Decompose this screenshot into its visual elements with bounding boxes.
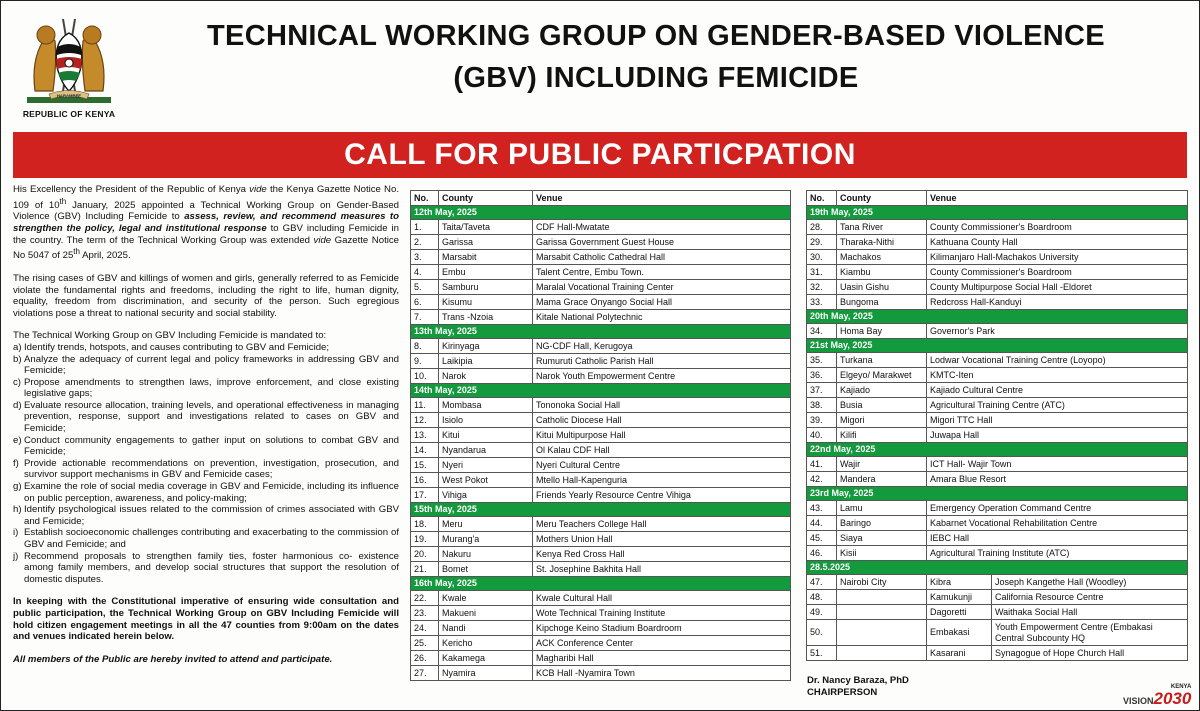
schedule-table-left [410, 190, 791, 681]
table-row [807, 575, 1188, 590]
table-header-row [411, 191, 791, 206]
table-row [411, 413, 791, 428]
no-cell: 38. [807, 398, 837, 413]
no-cell: 13. [411, 428, 439, 443]
mandate-item [13, 458, 399, 481]
table-row [411, 606, 791, 621]
no-cell: 37. [807, 383, 837, 398]
date-row [807, 339, 1188, 353]
venue-cell: Mtello Hall-Kapenguria [533, 473, 791, 488]
date-row [807, 487, 1188, 501]
no-cell: 16. [411, 473, 439, 488]
table-row [807, 546, 1188, 561]
county-cell: Nyamira [439, 666, 533, 681]
venue-cell: Magharibi Hall [533, 651, 791, 666]
schedule-table-right [806, 190, 1188, 661]
table-header-row [807, 191, 1188, 206]
coat-of-arms-icon [19, 11, 119, 107]
no-cell: 29. [807, 235, 837, 250]
county-cell: Kakamega [439, 651, 533, 666]
table-row [807, 428, 1188, 443]
mandate-text: Identify psychological issues related to the commission of crimes associated with GBV and Femicide; [24, 504, 399, 527]
venue-cell: Agricultural Training Institute (ATC) [927, 546, 1188, 561]
no-cell: 22. [411, 591, 439, 606]
venue-cell: IEBC Hall [927, 531, 1188, 546]
mandate-item [13, 551, 399, 586]
mandate-letter: e) [13, 434, 22, 446]
county-cell: Kiambu [837, 265, 927, 280]
venue-cell: Governor's Park [927, 324, 1188, 339]
table-row [807, 368, 1188, 383]
no-cell: 41. [807, 457, 837, 472]
no-cell: 19. [411, 532, 439, 547]
venue-cell: CDF Hall-Mwatate [533, 220, 791, 235]
county-cell: Kitui [439, 428, 533, 443]
table-row [411, 354, 791, 369]
table-row [807, 383, 1188, 398]
venue-cell: NG-CDF Hall, Kerugoya [533, 339, 791, 354]
table-row [807, 324, 1188, 339]
county-cell: Bungoma [837, 295, 927, 310]
county-cell: Murang'a [439, 532, 533, 547]
county-cell: Embu [439, 265, 533, 280]
table-row [411, 458, 791, 473]
table-row [411, 220, 791, 235]
county-cell: Elgeyo/ Marakwet [837, 368, 927, 383]
county-cell: Turkana [837, 353, 927, 368]
county-cell: Machakos [837, 250, 927, 265]
header-venue: Venue [533, 191, 791, 206]
venue-cell: Migori TTC Hall [927, 413, 1188, 428]
mandate-item [13, 377, 399, 400]
no-cell: 43. [807, 501, 837, 516]
no-cell: 47. [807, 575, 837, 590]
mandate-item [13, 527, 399, 550]
county-cell: Trans -Nzoia [439, 310, 533, 325]
no-cell: 10. [411, 369, 439, 384]
table-row [411, 473, 791, 488]
venue-cell: Garissa Government Guest House [533, 235, 791, 250]
table-row [411, 398, 791, 413]
header-county: County [439, 191, 533, 206]
venue-cell: Marsabit Catholic Cathedral Hall [533, 250, 791, 265]
mandate-text: Conduct community engagements to gather input on solutions to combat GBV and Femicide; [24, 434, 399, 458]
no-cell: 2. [411, 235, 439, 250]
intro-paragraph-3: The Technical Working Group on GBV Including Femicide is mandated to: [13, 330, 327, 342]
venue-cell: Agricultural Training Centre (ATC) [927, 398, 1188, 413]
call-banner: CALL FOR PUBLIC PARTICPATION [13, 132, 1187, 178]
venue-cell: Kathuana County Hall [927, 235, 1188, 250]
venue-cell: Kitale National Polytechnic [533, 310, 791, 325]
county-cell: Kisii [837, 546, 927, 561]
no-cell: 48. [807, 590, 837, 605]
table-row [807, 398, 1188, 413]
mandate-item [13, 504, 399, 527]
no-cell: 31. [807, 265, 837, 280]
no-cell: 30. [807, 250, 837, 265]
venue-cell: Mama Grace Onyango Social Hall [533, 295, 791, 310]
table-row [807, 295, 1188, 310]
venue-cell: County Multipurpose Social Hall -Eldoret [927, 280, 1188, 295]
venue-cell: Tononoka Social Hall [533, 398, 791, 413]
venue-cell: Kenya Red Cross Hall [533, 547, 791, 562]
county-cell: Isiolo [439, 413, 533, 428]
table-row [807, 620, 1188, 646]
venue-cell: Nyeri Cultural Centre [533, 458, 791, 473]
no-cell: 28. [807, 220, 837, 235]
table-row [807, 457, 1188, 472]
no-cell: 26. [411, 651, 439, 666]
county-cell: Tana River [837, 220, 927, 235]
header-no: No. [411, 191, 439, 206]
county-cell: Makueni [439, 606, 533, 621]
county-cell: Kajiado [837, 383, 927, 398]
date-row [411, 325, 791, 339]
no-cell: 12. [411, 413, 439, 428]
table-row [411, 636, 791, 651]
venue-cell: Friends Yearly Resource Centre Vihiga [533, 488, 791, 503]
table-row [807, 646, 1188, 661]
county-cell: Kwale [439, 591, 533, 606]
venue-cell: Amara Blue Resort [927, 472, 1188, 487]
table-row [411, 562, 791, 577]
county-cell: Siaya [837, 531, 927, 546]
venue-cell: Kitui Multipurpose Hall [533, 428, 791, 443]
header-venue: Venue [927, 191, 1188, 206]
no-cell: 1. [411, 220, 439, 235]
title-line-2: (GBV) INCLUDING FEMICIDE [453, 62, 859, 94]
table-row [411, 280, 791, 295]
table-row [411, 488, 791, 503]
table-row [411, 310, 791, 325]
no-cell: 11. [411, 398, 439, 413]
table-row [807, 265, 1188, 280]
closing-invitation: All members of the Public are hereby invited to attend and participate. [13, 653, 333, 665]
no-cell: 3. [411, 250, 439, 265]
date-cell: 22nd May, 2025 [807, 443, 1188, 457]
table-row [411, 651, 791, 666]
county-cell: Garissa [439, 235, 533, 250]
venue-cell: Wote Technical Training Institute [533, 606, 791, 621]
table-row [411, 369, 791, 384]
venue-cell: County Commissioner's Boardroom [927, 220, 1188, 235]
no-cell: 5. [411, 280, 439, 295]
date-row [807, 206, 1188, 220]
subcounty-cell: Kamukunji [927, 590, 992, 605]
county-cell: Kilifi [837, 428, 927, 443]
no-cell: 15. [411, 458, 439, 473]
table-row [807, 605, 1188, 620]
no-cell: 45. [807, 531, 837, 546]
header-county: County [837, 191, 927, 206]
no-cell: 49. [807, 605, 837, 620]
mandate-text: Propose amendments to strengthen laws, improve enforcement, and close existing legislative gaps; [24, 376, 399, 400]
date-row [411, 577, 791, 591]
no-cell: 9. [411, 354, 439, 369]
county-cell: Nyeri [439, 458, 533, 473]
no-cell: 25. [411, 636, 439, 651]
county-cell [837, 605, 927, 620]
venue-cell: Kabarnet Vocational Rehabilitation Centre [927, 516, 1188, 531]
signature-block [807, 675, 909, 699]
signatory-name: Dr. Nancy Baraza, PhD [807, 675, 909, 686]
county-cell: Nyandarua [439, 443, 533, 458]
no-cell: 20. [411, 547, 439, 562]
date-row [411, 384, 791, 398]
county-cell [837, 590, 927, 605]
venue-cell: California Resource Centre [992, 590, 1188, 605]
mandate-letter: a) [13, 341, 22, 353]
mandate-letter: i) [13, 527, 19, 539]
mandate-text: Identify trends, hotspots, and causes contributing to GBV and Femicide; [24, 341, 330, 353]
county-cell: Nairobi City [837, 575, 927, 590]
date-cell: 13th May, 2025 [411, 325, 791, 339]
no-cell: 27. [411, 666, 439, 681]
mandate-text: Examine the role of social media coverage in GBV and Femicide, including its influence on public perception, awareness, and policy-making; [24, 481, 399, 504]
page-title [131, 15, 1181, 99]
venue-cell: Rumuruti Catholic Parish Hall [533, 354, 791, 369]
county-cell: Mandera [837, 472, 927, 487]
county-cell: Kisumu [439, 295, 533, 310]
mandate-list [13, 342, 399, 585]
county-cell [837, 620, 927, 646]
mandate-text: Establish socioeconomic challenges contributing and exacerbating to the commission of GBV and Femicide; and [24, 527, 399, 550]
county-cell: Nandi [439, 621, 533, 636]
table-row [411, 295, 791, 310]
table-row [807, 235, 1188, 250]
venue-cell: Catholic Diocese Hall [533, 413, 791, 428]
subcounty-cell: Dagoretti [927, 605, 992, 620]
venue-cell: Meru Teachers College Hall [533, 517, 791, 532]
date-cell: 12th May, 2025 [411, 206, 791, 220]
no-cell: 50. [807, 620, 837, 646]
no-cell: 34. [807, 324, 837, 339]
header-no: No. [807, 191, 837, 206]
no-cell: 8. [411, 339, 439, 354]
county-cell: Baringo [837, 516, 927, 531]
county-cell: Narok [439, 369, 533, 384]
signatory-title: CHAIRPERSON [807, 687, 878, 698]
county-cell: Lamu [837, 501, 927, 516]
no-cell: 35. [807, 353, 837, 368]
venue-cell: Maralal Vocational Training Center [533, 280, 791, 295]
date-cell: 20th May, 2025 [807, 310, 1188, 324]
table-row [411, 443, 791, 458]
venue-cell: Emergency Operation Command Centre [927, 501, 1188, 516]
coat-of-arms [15, 11, 123, 123]
county-cell: Mombasa [439, 398, 533, 413]
venue-cell: Kwale Cultural Hall [533, 591, 791, 606]
mandate-item [13, 481, 399, 504]
table-row [411, 591, 791, 606]
date-row [807, 561, 1188, 575]
subcounty-cell: Kasarani [927, 646, 992, 661]
table-row [807, 531, 1188, 546]
intro-text [13, 184, 399, 665]
no-cell: 46. [807, 546, 837, 561]
title-line-1: TECHNICAL WORKING GROUP ON GENDER-BASED VIOLENCE [207, 20, 1105, 52]
no-cell: 44. [807, 516, 837, 531]
county-cell: Homa Bay [837, 324, 927, 339]
table-row [807, 353, 1188, 368]
venue-cell: Synagogue of Hope Church Hall [992, 646, 1188, 661]
venue-cell: Ol Kalau CDF Hall [533, 443, 791, 458]
county-cell: Marsabit [439, 250, 533, 265]
table-row [411, 265, 791, 280]
table-row [807, 280, 1188, 295]
mandate-letter: j) [13, 550, 19, 562]
venue-cell: Talent Centre, Embu Town. [533, 265, 791, 280]
venue-cell: ICT Hall- Wajir Town [927, 457, 1188, 472]
county-cell [837, 646, 927, 661]
table-row [411, 621, 791, 636]
table-row [411, 532, 791, 547]
no-cell: 17. [411, 488, 439, 503]
vision-year: 2030 [1153, 689, 1192, 708]
venue-cell: Mothers Union Hall [533, 532, 791, 547]
table-row [411, 250, 791, 265]
table-row [807, 516, 1188, 531]
table-row [411, 666, 791, 681]
county-cell: Wajir [837, 457, 927, 472]
no-cell: 36. [807, 368, 837, 383]
mandate-text: Recommend proposals to strengthen family ties, foster harmonious co- existence among family members, and develop social structures that support the resolution of domestic disputes. [24, 550, 399, 585]
table-row [807, 590, 1188, 605]
county-cell: Busia [837, 398, 927, 413]
county-cell: Samburu [439, 280, 533, 295]
county-cell: Migori [837, 413, 927, 428]
table-row [411, 235, 791, 250]
venue-cell: Juwapa Hall [927, 428, 1188, 443]
mandate-item [13, 354, 399, 377]
mandate-letter: c) [13, 376, 21, 388]
table-row [411, 428, 791, 443]
intro-paragraph-4: In keeping with the Constitutional imperative of ensuring wide consultation and public participation, the Technical Working Group on GBV Including Femicide will hold citizen engagement meetings in all the 47 counties from 9:00am on the dates and venues indicated herein below. [13, 596, 399, 643]
date-row [411, 503, 791, 517]
date-cell: 21st May, 2025 [807, 339, 1188, 353]
county-cell: Meru [439, 517, 533, 532]
vision-kenya: KENYA [1170, 684, 1192, 690]
table-row [807, 472, 1188, 487]
venue-cell: County Commissioner's Boardroom [927, 265, 1188, 280]
venue-cell: St. Josephine Bakhita Hall [533, 562, 791, 577]
mandate-letter: b) [13, 353, 22, 365]
county-cell: Nakuru [439, 547, 533, 562]
mandate-letter: f) [13, 457, 19, 469]
date-cell: 14th May, 2025 [411, 384, 791, 398]
table-row [411, 517, 791, 532]
county-cell: West Pokot [439, 473, 533, 488]
venue-cell: Youth Empowerment Centre (Embakasi Central Subcounty HQ [992, 620, 1188, 646]
venue-cell: Redcross Hall-Kanduyi [927, 295, 1188, 310]
vision-word: VISION [1123, 696, 1154, 706]
no-cell: 14. [411, 443, 439, 458]
no-cell: 7. [411, 310, 439, 325]
venue-cell: Kipchoge Keino Stadium Boardroom [533, 621, 791, 636]
intro-paragraph-1: His Excellency the President of the Republic of Kenya vide the Kenya Gazette Notice No. 109 of 10th January, 2025 appointed a Technical Working Group on Gender-Based Violence (GBV) Including Femicide to assess, review, and recommend measures to strengthen the policy, legal and institutional response to GBV including Femicide in the country. The term of the Technical Working Group was extended vide Gazette Notice No 5047 of 25th April, 2025. [13, 184, 400, 262]
county-cell: Uasin Gishu [837, 280, 927, 295]
venue-cell: KMTC-Iten [927, 368, 1188, 383]
mandate-text: Provide actionable recommendations on prevention, investigation, prosecution, and survivor support mechanisms in GBV and Femicide cases; [24, 457, 399, 481]
county-cell: Taita/Taveta [439, 220, 533, 235]
table-row [807, 220, 1188, 235]
date-cell: 19th May, 2025 [807, 206, 1188, 220]
no-cell: 6. [411, 295, 439, 310]
venue-cell: Narok Youth Empowerment Centre [533, 369, 791, 384]
mandate-letter: h) [13, 504, 22, 516]
no-cell: 18. [411, 517, 439, 532]
no-cell: 21. [411, 562, 439, 577]
no-cell: 51. [807, 646, 837, 661]
no-cell: 32. [807, 280, 837, 295]
mandate-item [13, 435, 399, 458]
coat-of-arms-motto: HARAMBEE [56, 93, 82, 99]
date-row [807, 443, 1188, 457]
republic-of-kenya: REPUBLIC OF KENYA [22, 109, 116, 119]
table-row [807, 250, 1188, 265]
table-row [807, 501, 1188, 516]
county-cell: Kericho [439, 636, 533, 651]
no-cell: 40. [807, 428, 837, 443]
no-cell: 42. [807, 472, 837, 487]
table-row [411, 547, 791, 562]
venue-cell: Kajiado Cultural Centre [927, 383, 1188, 398]
mandate-text: Analyze the adequacy of current legal and policy frameworks in addressing GBV and Femicide; [24, 353, 399, 377]
mandate-item [13, 342, 399, 354]
subcounty-cell: Embakasi [927, 620, 992, 646]
county-cell: Vihiga [439, 488, 533, 503]
venue-cell: Kilimanjaro Hall-Machakos University [927, 250, 1188, 265]
date-row [411, 206, 791, 220]
venue-cell: Joseph Kangethe Hall (Woodley) [992, 575, 1188, 590]
date-cell: 23rd May, 2025 [807, 487, 1188, 501]
venue-cell: Lodwar Vocational Training Centre (Loyopo) [927, 353, 1188, 368]
mandate-text: Evaluate resource allocation, training levels, and operational effectiveness in managing prevention, response, support and investigations related to cases on GBV and Femicide; [24, 399, 399, 435]
table-row [807, 413, 1188, 428]
intro-paragraph-2: The rising cases of GBV and killings of women and girls, generally referred to as Femicide violate the fundamental rights and freedoms, including the right to life, human dignity, equality, freedom from discrimination, and security of the person. Such egregious violations pose a threat to national security and social stability. [13, 272, 399, 319]
venue-cell: KCB Hall -Nyamira Town [533, 666, 791, 681]
mandate-letter: g) [13, 481, 22, 493]
date-cell: 28.5.2025 [807, 561, 1188, 575]
mandate-letter: d) [13, 399, 22, 411]
subcounty-cell: Kibra [927, 575, 992, 590]
no-cell: 23. [411, 606, 439, 621]
county-cell: Tharaka-Nithi [837, 235, 927, 250]
county-cell: Laikipia [439, 354, 533, 369]
no-cell: 4. [411, 265, 439, 280]
date-cell: 16th May, 2025 [411, 577, 791, 591]
no-cell: 24. [411, 621, 439, 636]
no-cell: 33. [807, 295, 837, 310]
date-row [807, 310, 1188, 324]
mandate-item [13, 400, 399, 435]
venue-cell: ACK Conference Center [533, 636, 791, 651]
county-cell: Kirinyaga [439, 339, 533, 354]
vision-2030-logo [1123, 684, 1191, 708]
no-cell: 39. [807, 413, 837, 428]
table-row [411, 339, 791, 354]
venue-cell: Waithaka Social Hall [992, 605, 1188, 620]
date-cell: 15th May, 2025 [411, 503, 791, 517]
county-cell: Bomet [439, 562, 533, 577]
